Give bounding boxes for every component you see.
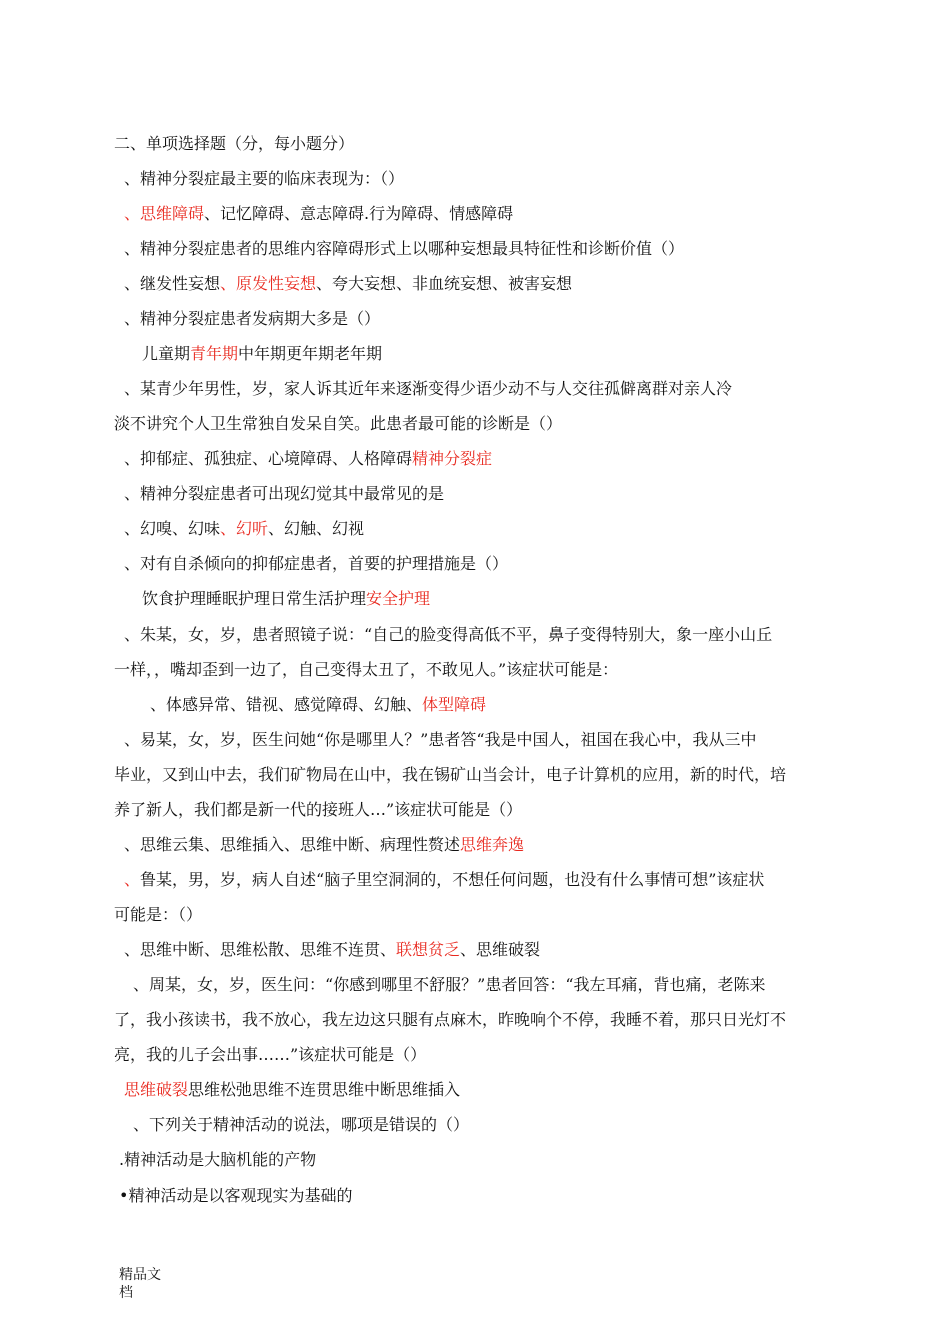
line-5: [142, 343, 382, 365]
text-run: 、记忆障碍、意志障碍.行为障碍、情感障碍: [204, 204, 514, 223]
footer-line-2: 档: [119, 1285, 133, 1301]
answer-highlight: 、原发性妄想: [220, 274, 317, 293]
line-15: [150, 694, 486, 716]
text-run: 、朱某，女，岁，患者照镜子说：“自己的脸变得高低不平，鼻子变得特别大，象一座小山丘: [124, 625, 773, 644]
text-run: 、某青少年男性，岁，家人诉其近年来逐渐变得少语少动不与人交往孤僻离群对亲人冷: [124, 379, 733, 398]
text-run: 、抑郁症、孤独症、心境障碍、人格障碍: [124, 449, 413, 468]
text-run: 、对有自杀倾向的抑郁症患者，首要的护理措施是（）: [124, 554, 509, 573]
answer-highlight: 、思维障碍: [124, 204, 205, 223]
line-9: [124, 483, 444, 505]
text-run: 、易某，女，岁，医生问她“你是哪里人？”患者答“我是中国人，祖国在我心中，我从三中: [124, 730, 757, 749]
text-run: 可能是：（）: [114, 905, 203, 924]
text-run: 儿童期: [142, 344, 191, 363]
answer-highlight: 思维破裂: [124, 1080, 189, 1099]
text-run: 、幻嗅、幻味: [124, 519, 221, 538]
text-run: 、体感异常、错视、感觉障碍、幻触、: [150, 695, 423, 714]
text-run: 、思维破裂: [460, 940, 541, 959]
line-16: [124, 729, 757, 751]
line-24: [114, 1009, 786, 1031]
answer-highlight: 体型障碍: [422, 695, 487, 714]
text-run: 思维松弛思维不连贯思维中断思维插入: [188, 1080, 461, 1099]
line-25: [114, 1044, 426, 1066]
text-run: 、精神分裂症最主要的临床表现为：（）: [124, 169, 405, 188]
line-0: [124, 168, 404, 190]
line-19: [124, 834, 524, 856]
text-run: 、夸大妄想、非血统妄想、被害妄想: [316, 274, 573, 293]
answer-highlight: 青年期: [190, 344, 239, 363]
text-run: 毕业，又到山中去，我们矿物局在山中，我在锡矿山当会计，电子计算机的应用，新的时代，培: [114, 765, 787, 784]
line-13: [124, 624, 772, 646]
text-run: 养了新人，我们都是新一代的接班人…”该症状可能是（）: [114, 800, 523, 819]
text-run: 、精神分裂症患者发病期大多是（）: [124, 309, 381, 328]
line-7: [114, 413, 562, 435]
line-12: [142, 588, 430, 610]
text-run: 、下列关于精神活动的说法，哪项是错误的（）: [133, 1115, 470, 1134]
line-1: [124, 203, 513, 225]
line-23: [133, 974, 766, 996]
line-14: [114, 659, 618, 681]
answer-highlight: 安全护理: [366, 589, 431, 608]
line-28: [119, 1149, 316, 1171]
line-29: [119, 1185, 352, 1207]
line-8: [124, 448, 492, 470]
text-run: .精神活动是大脑机能的产物: [119, 1150, 317, 1169]
line-17: [114, 764, 786, 786]
text-run: 、继发性妄想: [124, 274, 221, 293]
text-run: 鲁某，男，岁，病人自述“脑子里空洞洞的，不想任何问题，也没有什么事情可想”该症状: [140, 870, 765, 889]
line-11: [124, 553, 508, 575]
text-run: 、周某，女，岁，医生问：“你感到哪里不舒服？”患者回答：“我左耳痛，背也痛，老陈来: [133, 975, 766, 994]
text-run: •精神活动是以客观现实为基础的: [119, 1186, 353, 1205]
answer-highlight: 精神分裂症: [412, 449, 493, 468]
text-run: 了，我小孩读书，我不放心，我左边这只腿有点麻木，昨晚响个不停，我睡不着，那只日光灯不: [114, 1010, 787, 1029]
answer-highlight: 、: [124, 870, 141, 889]
text-run: 、思维云集、思维插入、思维中断、病理性赘述: [124, 835, 461, 854]
line-20: [124, 869, 764, 891]
answer-highlight: 联想贫乏: [396, 940, 461, 959]
footer-line-1: 精品文: [119, 1267, 161, 1283]
line-21: [114, 904, 202, 926]
line-4: [124, 308, 380, 330]
line-22: [124, 939, 540, 961]
answer-highlight: 思维奔逸: [460, 835, 525, 854]
line-26: [124, 1079, 460, 1101]
text-run: 一样，，嘴却歪到一边了，自己变得太丑了，不敢见人。”该症状可能是：: [114, 660, 619, 679]
section-title: 二、单项选择题（分，每小题分）: [114, 134, 355, 153]
text-run: 、精神分裂症患者可出现幻觉其中最常见的是: [124, 484, 445, 503]
line-10: [124, 518, 364, 540]
line-27: [133, 1114, 469, 1136]
text-run: 、精神分裂症患者的思维内容障碍形式上以哪种妄想最具特征性和诊断价值（）: [124, 239, 685, 258]
footer-watermark: [119, 1266, 161, 1302]
text-run: 淡不讲究个人卫生常独自发呆自笑。此患者最可能的诊断是（）: [114, 414, 563, 433]
text-run: 亮，我的儿子会出事……”该症状可能是（）: [114, 1045, 427, 1064]
line-18: [114, 799, 522, 821]
line-6: [124, 378, 732, 400]
text-run: 、思维中断、思维松散、思维不连贯、: [124, 940, 397, 959]
line-2: [124, 238, 684, 260]
text-run: 中年期更年期老年期: [238, 344, 383, 363]
text-run: 、幻触、幻视: [268, 519, 365, 538]
line-3: [124, 273, 572, 295]
text-run: 饮食护理睡眠护理日常生活护理: [142, 589, 367, 608]
answer-highlight: 、幻听: [220, 519, 269, 538]
